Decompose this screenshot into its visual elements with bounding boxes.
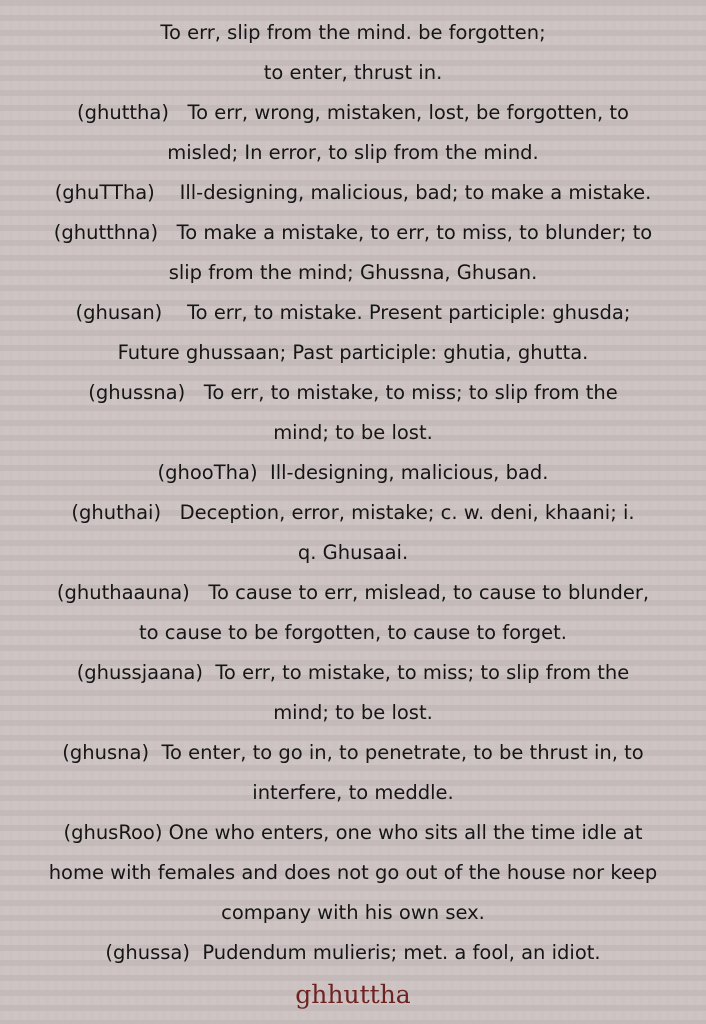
entry-line: interfere, to meddle. xyxy=(252,781,454,804)
entry-line: (ghooTha) Ill-designing, malicious, bad. xyxy=(157,461,549,484)
entry-line: slip from the mind; Ghussna, Ghusan. xyxy=(168,261,538,284)
entry-line: Future ghussaan; Past participle: ghutia, ghutta. xyxy=(117,341,589,364)
entry-line: (ghuthaauna) To cause to err, mislead, to cause to blunder, xyxy=(56,581,650,604)
entry-line: company with his own sex. xyxy=(221,901,485,924)
entry-line: (ghuttha) To err, wrong, mistaken, lost, be forgotten, to xyxy=(77,101,629,124)
headword-footer: ghhuttha xyxy=(295,980,411,1009)
entry-line: (ghusRoo) One who enters, one who sits all the time idle at xyxy=(63,821,643,844)
entry-line: home with females and does not go out of the house nor keep xyxy=(48,861,658,884)
entry-line: to enter, thrust in. xyxy=(263,61,443,84)
dictionary-entries xyxy=(0,13,706,973)
entry-line: mind; to be lost. xyxy=(273,701,433,724)
entry-line: To err, slip from the mind. be forgotten; xyxy=(160,21,546,44)
entry-line: (ghusan) To err, to mistake. Present participle: ghusda; xyxy=(75,301,631,324)
entry-line: (ghussna) To err, to mistake, to miss; to slip from the xyxy=(88,381,618,404)
entry-line: (ghussjaana) To err, to mistake, to miss; to slip from the xyxy=(76,661,630,684)
entry-line: to cause to be forgotten, to cause to forget. xyxy=(139,621,567,644)
entry-line: (ghuthai) Deception, error, mistake; c. w. deni, khaani; i. xyxy=(71,501,635,524)
entry-line: (ghutthna) To make a mistake, to err, to miss, to blunder; to xyxy=(53,221,653,244)
entry-line: (ghussa) Pudendum mulieris; met. a fool, an idiot. xyxy=(105,941,601,964)
entry-line: (ghusna) To enter, to go in, to penetrate, to be thrust in, to xyxy=(62,741,644,764)
entry-line: mind; to be lost. xyxy=(273,421,433,444)
entry-line: q. Ghusaai. xyxy=(297,541,409,564)
entry-line: misled; In error, to slip from the mind. xyxy=(167,141,539,164)
entry-line: (ghuTTha) Ill-designing, malicious, bad; to make a mistake. xyxy=(54,181,652,204)
